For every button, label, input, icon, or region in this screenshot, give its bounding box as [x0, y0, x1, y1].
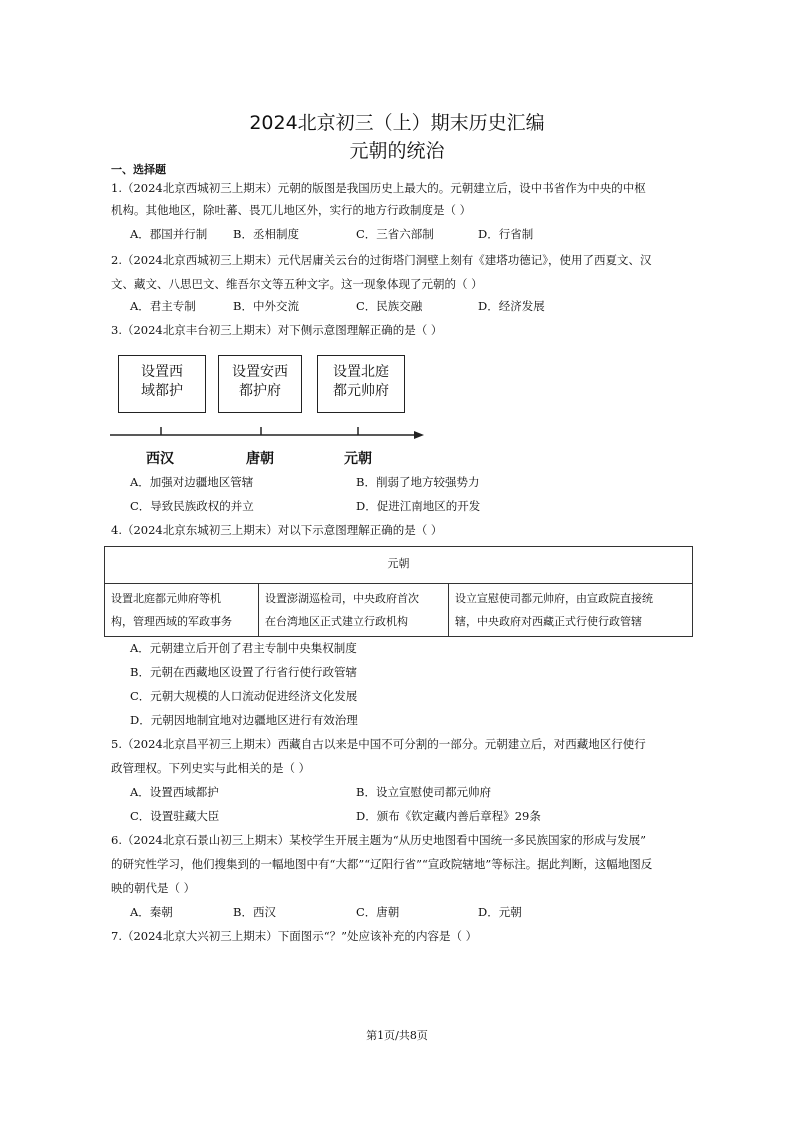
q4-option-b: B．元朝在西藏地区设置了行省行使行政管辖	[130, 665, 357, 679]
q4-stem: 4.（2024北京东城初三上期末）对以下示意图理解正确的是（ ）	[111, 523, 443, 537]
q2-option-a: A．君主专制	[130, 299, 196, 313]
q5-option-a: A．设置西域都护	[130, 785, 219, 799]
q4-cell-western-regions	[105, 584, 259, 637]
q2-option-b: B．中外交流	[233, 299, 299, 313]
q2-stem-line1: 2.（2024北京西城初三上期末）元代居庸关云台的过街塔门洞壁上刻有《建塔功德记》，使用了西夏文、汉	[111, 253, 652, 267]
q6-option-b: B．西汉	[233, 905, 276, 919]
q2-option-d: D．经济发展	[478, 299, 545, 313]
q2-option-c: C．民族交融	[356, 299, 423, 313]
timeline-box-yuan	[317, 355, 405, 413]
q1-option-b: B．丞相制度	[233, 227, 299, 241]
doc-title: 2024北京初三（上）期末历史汇编	[249, 112, 545, 134]
q4-cell3-line1: 设立宣慰使司都元帅府，由宣政院直接统	[455, 592, 653, 605]
box3-line1: 设置北庭	[333, 364, 389, 380]
q4-option-d: D．元朝因地制宜地对边疆地区进行有效治理	[130, 713, 358, 727]
q5-stem-line2: 政管理权。下列史实与此相关的是（ ）	[111, 761, 311, 775]
box1-line1: 设置西	[141, 364, 183, 380]
q3-option-b: B．削弱了地方较强势力	[356, 475, 480, 489]
q5-stem-line1: 5.（2024北京昌平初三上期末）西藏自古以来是中国不可分割的一部分。元朝建立后，对西藏地区行使行	[111, 737, 646, 751]
box3-line2: 都元帅府	[333, 383, 389, 399]
section-heading: 一、选择题	[111, 163, 166, 176]
q4-cell-taiwan	[259, 584, 449, 637]
timeline-axis	[108, 424, 428, 446]
q5-option-c: C．设置驻藏大臣	[130, 809, 220, 823]
q4-cell1-line2: 构，管理西域的军政事务	[111, 615, 232, 628]
q1-stem-line2: 机构。其他地区，除吐蕃、畏兀儿地区外，实行的地方行政制度是（ ）	[111, 203, 472, 217]
q3-stem: 3.（2024北京丰台初三上期末）对下侧示意图理解正确的是（ ）	[111, 323, 443, 337]
q4-cell2-line2: 在台湾地区正式建立行政机构	[265, 615, 408, 628]
q7-stem: 7.（2024北京大兴初三上期末）下面图示“？”处应该补充的内容是（ ）	[111, 929, 478, 943]
timeline-box-tang	[218, 355, 302, 413]
q6-option-d: D．元朝	[478, 905, 522, 919]
q1-option-a: A．郡国并行制	[130, 227, 208, 241]
q4-option-c: C．元朝大规模的人口流动促进经济文化发展	[130, 689, 358, 703]
box2-line1: 设置安西	[232, 364, 288, 380]
q3-option-a: A．加强对边疆地区管辖	[130, 475, 254, 489]
page-number: 第1页/共8页	[366, 1029, 428, 1042]
q3-option-c: C．导致民族政权的并立	[130, 499, 254, 513]
timeline-tick-yuan: 元朝	[344, 451, 372, 467]
q6-option-c: C．唐朝	[356, 905, 400, 919]
q1-option-d: D．行省制	[478, 227, 534, 241]
box1-line2: 域都护	[141, 383, 183, 399]
q4-option-a: A．元朝建立后开创了君主专制中央集权制度	[130, 641, 357, 655]
q4-table	[104, 546, 693, 637]
q6-stem-line3: 映的朝代是（ ）	[111, 881, 196, 895]
timeline-tick-western-han: 西汉	[146, 451, 174, 467]
q4-cell3-line2: 辖，中央政府对西藏正式行使行政管辖	[455, 615, 642, 628]
q3-option-d: D．促进江南地区的开发	[356, 499, 481, 513]
box2-line2: 都护府	[239, 383, 281, 399]
q6-stem-line1: 6.（2024北京石景山初三上期末）某校学生开展主题为“从历史地图看中国统一多民族国家的形成与发展”	[111, 833, 646, 847]
q1-option-c: C．三省六部制	[356, 227, 434, 241]
q4-cell2-line1: 设置澎湖巡检司，中央政府首次	[265, 592, 419, 605]
q4-table-header: 元朝	[105, 547, 693, 584]
q6-stem-line2: 的研究性学习，他们搜集到的一幅地图中有“大都”“辽阳行省”“宣政院辖地”等标注。据此判断，这幅地图反	[111, 857, 653, 871]
q6-option-a: A．秦朝	[130, 905, 173, 919]
q4-cell-tibet	[449, 584, 693, 637]
q2-stem-line2: 文、藏文、八思巴文、维吾尔文等五种文字。这一现象体现了元朝的（ ）	[111, 277, 483, 291]
q1-stem-line1: 1.（2024北京西城初三上期末）元朝的版图是我国历史上最大的。元朝建立后，设中书省作为中央的中枢	[111, 181, 646, 195]
doc-subtitle: 元朝的统治	[349, 140, 445, 162]
q5-option-d: D．颁布《钦定藏内善后章程》29条	[356, 809, 541, 823]
timeline-box-western-han	[118, 355, 206, 413]
timeline-tick-tang: 唐朝	[246, 451, 274, 467]
q5-option-b: B．设立宣慰使司都元帅府	[356, 785, 491, 799]
q4-cell1-line1: 设置北庭都元帅府等机	[111, 592, 221, 605]
